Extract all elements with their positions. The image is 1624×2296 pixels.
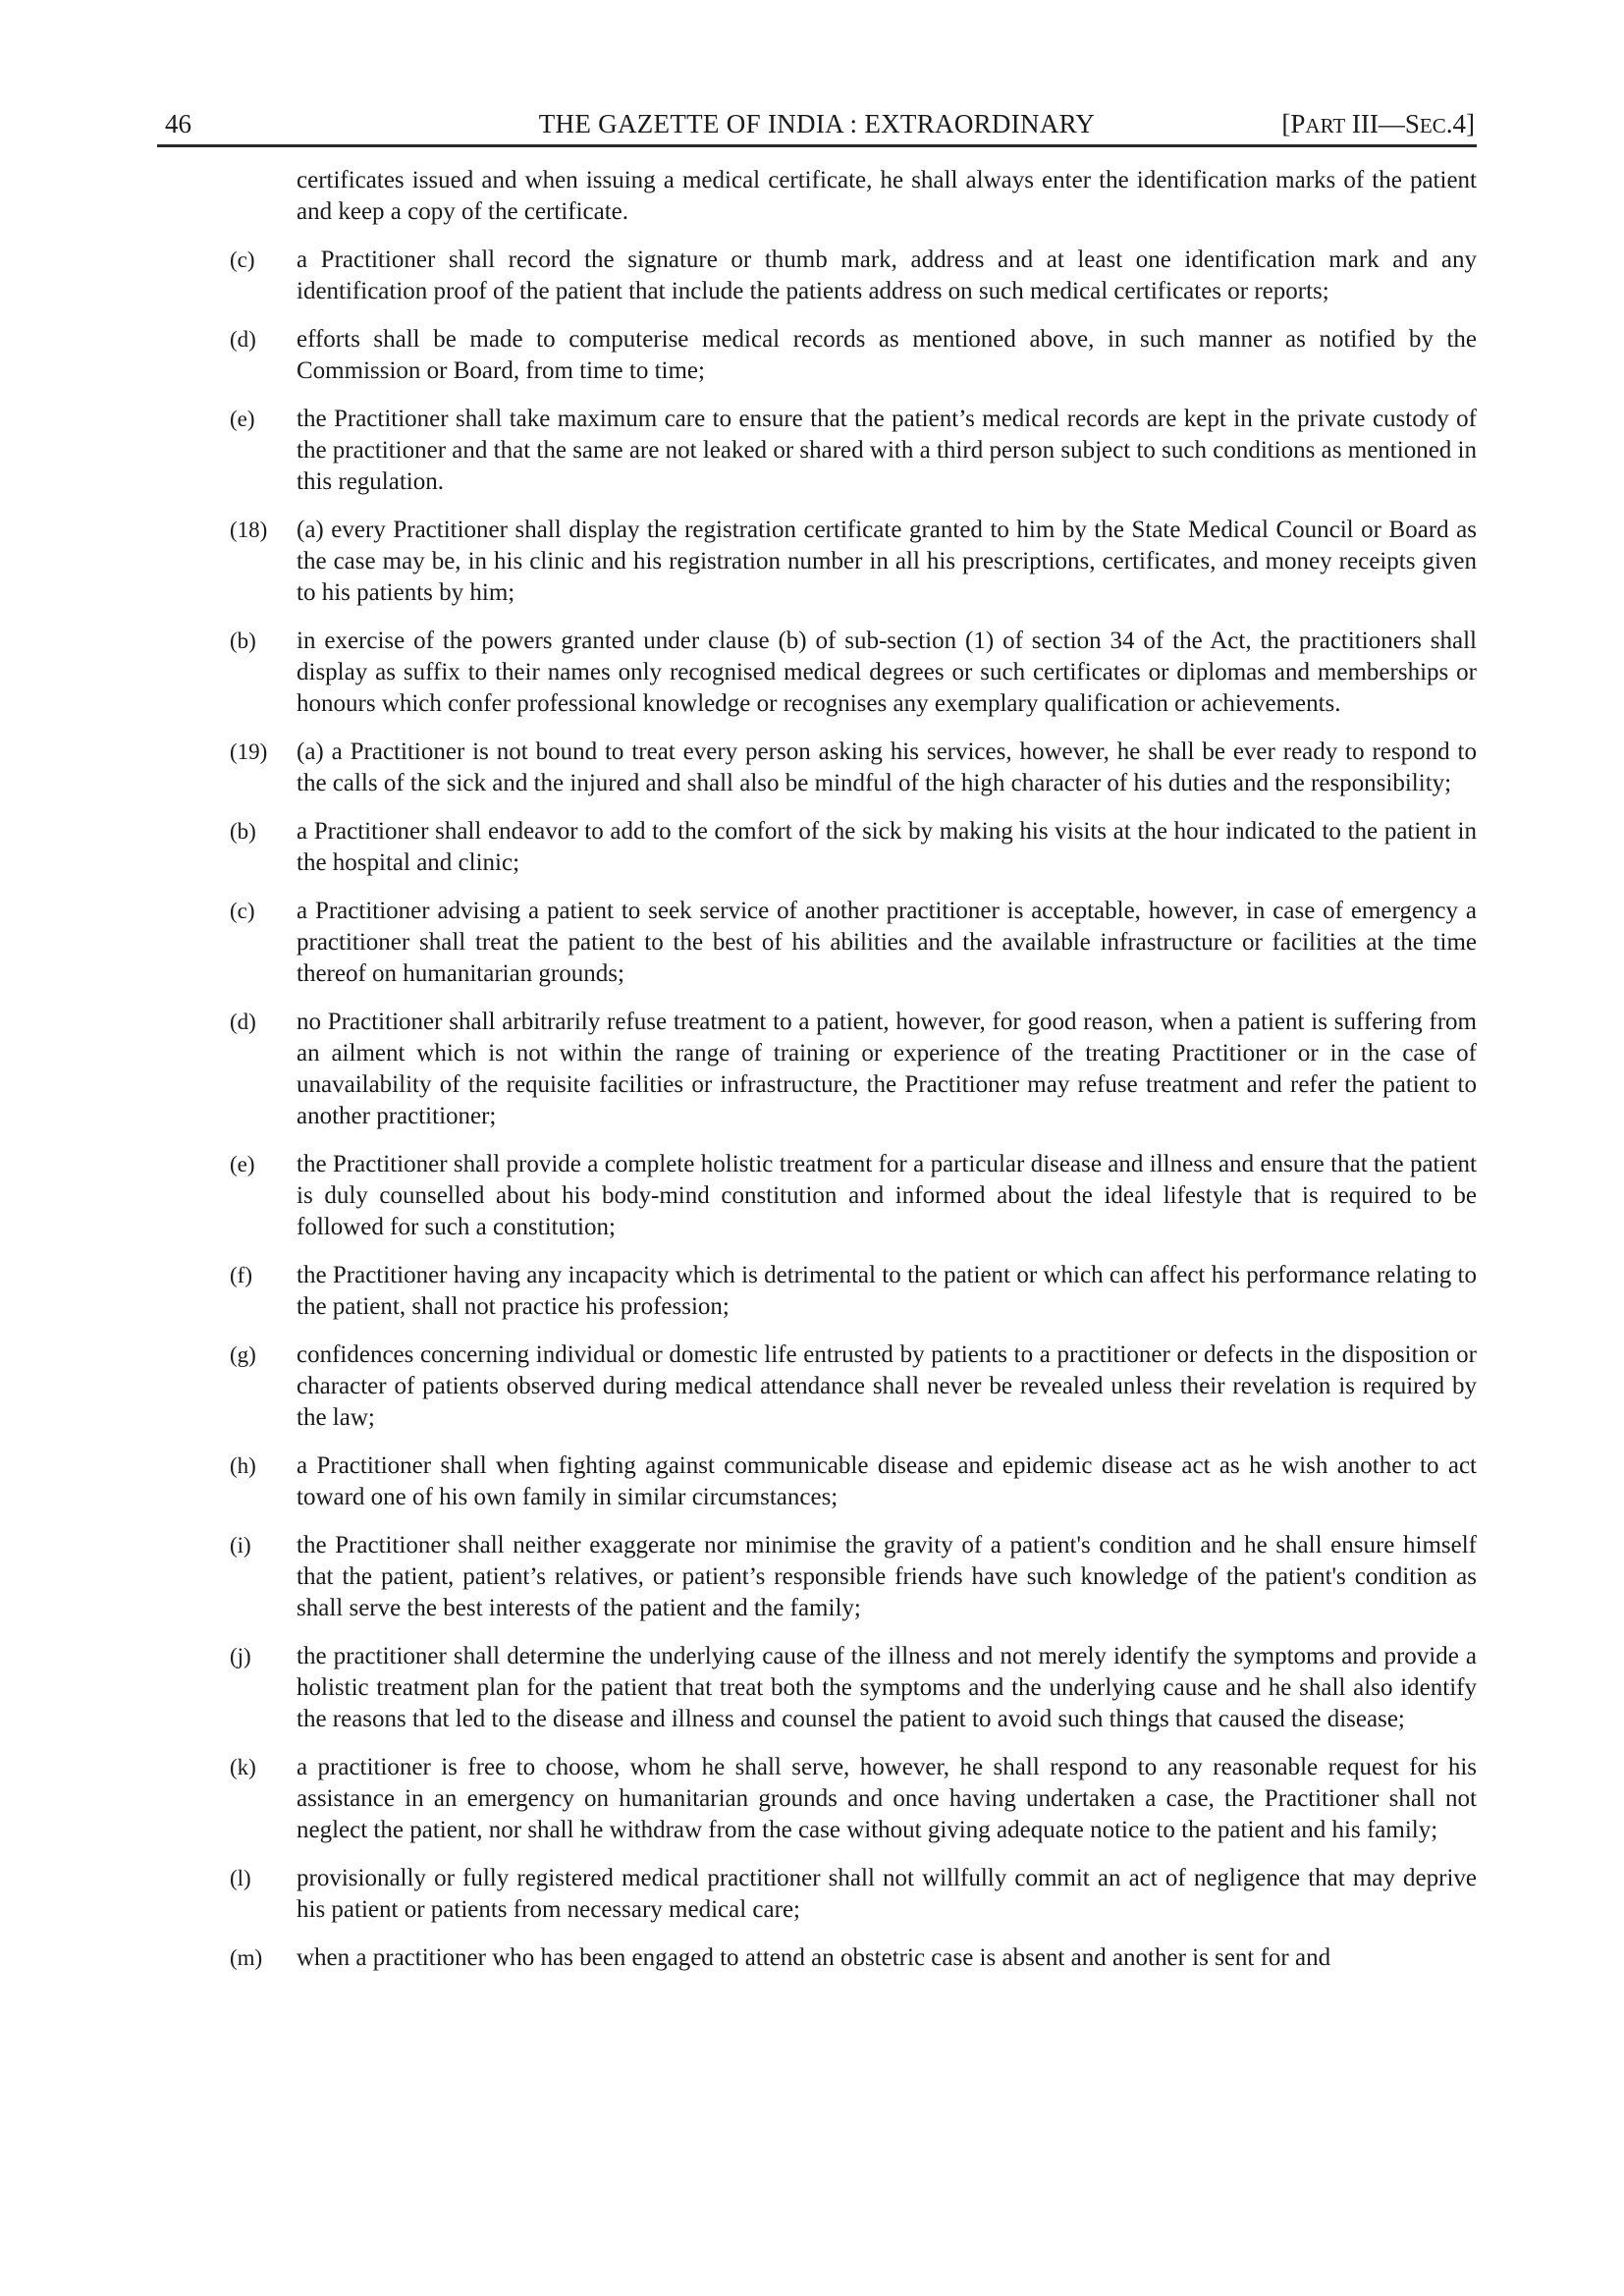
clause-marker: (m): [230, 1945, 263, 1970]
clause-19l: [230, 1863, 1477, 1926]
clause-17d: [230, 324, 1477, 387]
clause-marker: (l): [230, 1866, 251, 1890]
clause-marker: (c): [230, 247, 255, 272]
clause-text: the Practitioner shall neither exaggerate nor minimise the gravity of a patient's condition and he shall ensure himself that the patient, patient’s relatives, or patient’s responsible friends have such knowledge of the patient's condition as shall serve the best interests of the patient and the family;: [297, 1532, 1477, 1621]
section-suffix: .4]: [1445, 109, 1475, 138]
clause-marker: (k): [230, 1755, 256, 1779]
clause-text: the Practitioner having any incapacity which is detrimental to the patient or which can affect his performance relating to the patient, shall not practice his profession;: [297, 1262, 1477, 1320]
clause-text: when a practitioner who has been engaged to attend an obstetric case is absent and another is sent for and: [297, 1944, 1331, 1971]
clause-text: no Practitioner shall arbitrarily refuse treatment to a patient, however, for good reason, when a patient is suffering from an ailment which is not within the range of training or experience of the treating Practitioner or in the case of unavailability of the requisite facilities or infrastructure, the Practitioner may refuse treatment and refer the patient to another practitioner;: [297, 1009, 1477, 1129]
page-number: 46: [165, 109, 191, 138]
clause-text: the practitioner shall determine the underlying cause of the illness and not merely identify the symptoms and provide a holistic treatment plan for the patient that treat both the symptoms and the underlying cause and he shall also identify the reasons that led to the disease and illness and counsel the patient to avoid such things that caused the disease;: [297, 1643, 1477, 1732]
clause-19h: [230, 1450, 1477, 1513]
clause-19g: [230, 1339, 1477, 1434]
clause-text: in exercise of the powers granted under clause (b) of sub-section (1) of section 34 of the Act, the practitioners shall display as suffix to their names only recognised medical degrees or such certificates or diplomas and memberships or honours which confer professional knowledge or recognises any exemplary qualification or achievements.: [297, 628, 1477, 717]
clause-marker: (d): [230, 327, 256, 352]
clause-marker: (b): [230, 819, 256, 844]
page-header: [157, 102, 1477, 145]
clause-19j: [230, 1641, 1477, 1735]
document-body: [230, 165, 1477, 1991]
clause-marker: (c): [230, 899, 255, 923]
clause-text: (a) every Practitioner shall display the registration certificate granted to him by the State Medical Council or Board as the case may be, in his clinic and his registration number in all his prescriptions, certificates, and money receipts given to his patients by him;: [297, 517, 1477, 606]
clause-17e: [230, 404, 1477, 498]
clause-text: a practitioner is free to choose, whom he shall serve, however, he shall respond to any reasonable request for his assistance in an emergency on humanitarian grounds and once having undertaken a case, the Practitioner shall not neglect the patient, nor shall he withdraw from the case without giving adequate notice to the patient and his family;: [297, 1754, 1477, 1843]
clause-marker: (b): [230, 629, 256, 653]
clause-text: a Practitioner shall when fighting against communicable disease and epidemic disease act as he wish another to act toward one of his own family in similar circumstances;: [297, 1452, 1477, 1510]
section-mid: III—S: [1345, 109, 1420, 138]
clause-19m: [230, 1942, 1477, 1974]
clause-text: (a) a Practitioner is not bound to treat every person asking his services, however, he shall be ever ready to respond to the calls of the sick and the injured and shall also be mindful of the high character of his duties and the responsibility;: [297, 738, 1477, 796]
clause-18b: [230, 626, 1477, 720]
clause-text: the Practitioner shall take maximum care to ensure that the patient’s medical records are kept in the private custody of the practitioner and that the same are not leaked or shared with a third person subject to such conditions as mentioned in this regulation.: [297, 406, 1477, 495]
clause-marker: (j): [230, 1644, 251, 1668]
section-part-small-caps: ART: [1305, 114, 1346, 137]
clause-19k: [230, 1752, 1477, 1846]
clause-19c: [230, 896, 1477, 990]
regulation-18a: [230, 515, 1477, 609]
clause-text: confidences concerning individual or domestic life entrusted by patients to a practitioner or defects in the disposition or character of patients observed during medical attendance shall never be revealed unless their revelation is required by the law;: [297, 1341, 1477, 1431]
clause-marker: (f): [230, 1263, 252, 1287]
clause-marker: (h): [230, 1453, 256, 1478]
clause-19b: [230, 816, 1477, 879]
clause-17c: [230, 245, 1477, 307]
clause-text: a Practitioner shall record the signature or thumb mark, address and at least one identification mark and any identification proof of the patient that include the patients address on such medical certificates or reports;: [297, 246, 1477, 304]
gazette-title: THE GAZETTE OF INDIA : EXTRAORDINARY: [538, 109, 1096, 138]
clause-text: provisionally or fully registered medical practitioner shall not willfully commit an act of negligence that may deprive his patient or patients from necessary medical care;: [297, 1865, 1477, 1923]
section-reference: [1281, 102, 1475, 147]
clause-text: the Practitioner shall provide a complete holistic treatment for a particular disease and illness and ensure that the patient is duly counselled about his body-mind constitution and informed about the ideal lifestyle that is required to be followed for such a constitution;: [297, 1151, 1477, 1240]
clause-marker: (i): [230, 1533, 251, 1558]
clause-marker: (e): [230, 407, 255, 431]
section-prefix: [P: [1281, 109, 1306, 138]
clause-text: a Practitioner shall endeavor to add to the comfort of the sick by making his visits at the hour indicated to the patient in the hospital and clinic;: [297, 818, 1477, 876]
clause-text: efforts shall be made to computerise medical records as mentioned above, in such manner as notified by the Commission or Board, from time to time;: [297, 326, 1477, 384]
regulation-19a: [230, 737, 1477, 799]
clause-text: a Practitioner advising a patient to seek service of another practitioner is acceptable, however, in case of emergency a practitioner shall treat the patient to the best of his abilities and the available infrastructure or facilities at the time thereof on humanitarian grounds;: [297, 898, 1477, 987]
paragraph-continuation: [230, 165, 1477, 228]
section-sec-small-caps: EC: [1419, 114, 1446, 137]
header-rule: [157, 144, 1477, 147]
clause-text: certificates issued and when issuing a medical certificate, he shall always enter the identification marks of the patient and keep a copy of the certificate.: [297, 167, 1477, 225]
clause-marker: (d): [230, 1010, 256, 1034]
clause-marker: (e): [230, 1152, 255, 1176]
clause-19f: [230, 1260, 1477, 1323]
clause-marker: (g): [230, 1342, 256, 1367]
regulation-marker: (18): [230, 518, 268, 542]
regulation-marker: (19): [230, 739, 268, 764]
clause-19d: [230, 1007, 1477, 1132]
clause-19i: [230, 1530, 1477, 1624]
clause-19e: [230, 1149, 1477, 1243]
